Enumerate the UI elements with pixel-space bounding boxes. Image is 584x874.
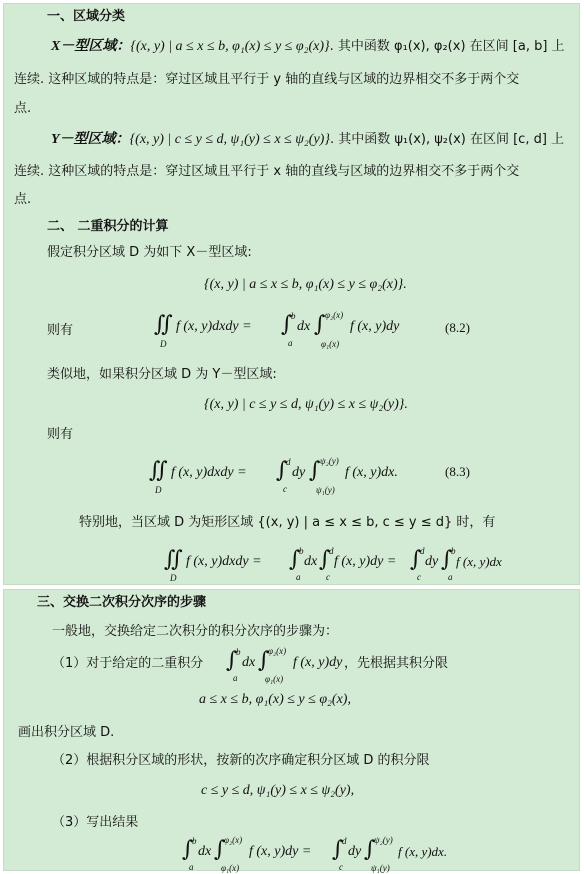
integral-sign: ∫: [226, 648, 238, 673]
step1-text: （1）对于给定的二重积分: [52, 656, 204, 671]
dx: dx: [198, 844, 212, 859]
limit-psi2: ψ₂(y): [374, 835, 393, 845]
then-label-1: 则有: [47, 323, 74, 338]
limit-d: d: [329, 546, 334, 556]
y-type-definition: [51, 131, 564, 149]
step1-integrand: f (x, y)dy: [293, 655, 343, 670]
eq3-b: f (x, y)dy =: [334, 554, 397, 569]
limit-b: b: [236, 647, 241, 657]
integral-sign-1: ∫: [289, 547, 301, 572]
x-type-set: {(x, y) | a ≤ x ≤ b, φ₁(x) ≤ y ≤ φ₂(x)}: [130, 39, 330, 54]
limit-phi1: φ₁(x): [221, 863, 240, 873]
integral-sign-1: ∫: [182, 837, 194, 862]
eq1-left: f (x, y)dxdy =: [176, 319, 252, 334]
step1-integral: [226, 645, 346, 685]
eq2-left: f (x, y)dxdy =: [171, 465, 247, 480]
integral-sign: ∫: [281, 312, 293, 337]
region-D: D: [160, 339, 167, 349]
equation-8-3: [149, 455, 439, 500]
then-label-2: 则有: [47, 427, 74, 442]
final-right: f (x, y)dx.: [398, 844, 448, 859]
y-type-line3: 点.: [14, 192, 32, 207]
lower-limit-a: a: [288, 338, 293, 348]
upper-limit-b: b: [291, 311, 296, 321]
integral-sign-2: ∫: [319, 547, 331, 572]
lower-limit-phi1: φ₁(x): [321, 339, 340, 349]
rectangle-equation: [164, 544, 502, 584]
section3-intro: 一般地，交换给定二次积分的积分次序的步骤为：: [52, 624, 339, 639]
final-left: f (x, y)dy =: [249, 844, 312, 859]
x-type-label: X－型区域：: [51, 39, 131, 54]
limit-a: a: [233, 673, 238, 683]
final-result-equation: [182, 834, 448, 873]
content-panel-2: [3, 589, 580, 871]
draw-region-text: 画出积分区域 D.: [18, 725, 115, 740]
section2-heading: 二、 二重积分的计算: [47, 219, 169, 234]
lower-limit-psi1: ψ₁(y): [316, 485, 335, 495]
dy: dy: [292, 465, 306, 480]
limit-c-2: c: [417, 572, 421, 582]
limit-phi1: φ₁(x): [265, 674, 284, 684]
y-type-label: Y－型区域：: [51, 132, 130, 147]
eq3-c: f (x, y)dx: [456, 554, 502, 569]
equation-8-2: [154, 309, 454, 354]
region-D: D: [170, 573, 177, 583]
double-integral-sign: ∬: [154, 312, 173, 337]
eq2-right: f (x, y)dx.: [345, 465, 398, 480]
upper-limit-phi2: φ₂(x): [325, 310, 344, 320]
limit-d-2: d: [420, 546, 425, 556]
integral-sign-2: ∫: [214, 837, 226, 862]
section2-p3: 特别地，当区域 D 为矩形区域 {(x, y) | a ≤ x ≤ b, c ≤ y ≤ d} 时，有: [79, 515, 496, 530]
section2-p2: 类似地，如果积分区域 D 为 Y－型区域:: [47, 367, 277, 382]
limit-phi2: φ₂(x): [268, 646, 287, 656]
eq3-a: f (x, y)dxdy =: [186, 554, 262, 569]
y-type-line2: 连续. 这种区域的特点是：穿过区域且平行于 x 轴的直线与区域的边界相交不多于两个交: [14, 164, 520, 179]
eq1-right: f (x, y)dy: [350, 319, 400, 334]
step3-text: （3）写出结果: [52, 815, 139, 830]
dx: dx: [297, 319, 311, 334]
y-type-tail: . 其中函数 ψ₁(x), ψ₂(x) 在区间 [c, d] 上: [329, 132, 565, 147]
limit-a: a: [296, 572, 301, 582]
content-panel-1: [3, 3, 580, 585]
eq-number-8-2: (8.2): [445, 320, 470, 335]
limit-b: b: [299, 546, 304, 556]
x-type-tail: . 其中函数 φ₁(x), φ₂(x) 在区间 [a, b] 上: [329, 39, 565, 54]
y-type-set: {(x, y) | c ≤ y ≤ d, ψ₁(y) ≤ x ≤ ψ₂(y)}: [129, 132, 330, 147]
double-integral-sign: ∬: [149, 458, 168, 483]
x-region-set: {(x, y) | a ≤ x ≤ b, φ₁(x) ≤ y ≤ φ₂(x)}.: [204, 277, 407, 292]
limit-d: d: [342, 836, 347, 846]
section2-p1: 假定积分区域 D 为如下 X－型区域:: [47, 245, 252, 260]
limit-c: c: [339, 862, 343, 872]
x-type-line3: 点.: [14, 101, 32, 116]
integral-sign-inner: ∫: [258, 648, 270, 673]
integral-sign: ∫: [276, 458, 288, 483]
limit-b: b: [192, 836, 197, 846]
upper-limit-psi2: ψ₂(y): [320, 456, 339, 466]
dx: dx: [304, 554, 318, 569]
x-type-definition: [51, 38, 565, 56]
integral-sign-4: ∫: [364, 837, 376, 862]
section1-heading: 一、区域分类: [47, 9, 126, 24]
integral-sign-3: ∫: [332, 837, 344, 862]
step2-text: （2）根据积分区域的形状，按新的次序确定积分区域 D 的积分限: [52, 753, 430, 768]
lower-limit-c: c: [283, 484, 287, 494]
limit-psi1: ψ₁(y): [371, 863, 390, 873]
integral-sign-inner: ∫: [309, 458, 321, 483]
y-region-set: {(x, y) | c ≤ y ≤ d, ψ₁(y) ≤ x ≤ ψ₂(y)}.: [204, 397, 408, 412]
limit-phi2: φ₂(x): [224, 835, 243, 845]
upper-limit-d: d: [286, 457, 291, 467]
dy: dy: [348, 844, 362, 859]
integral-sign-inner: ∫: [314, 312, 326, 337]
integral-sign-3: ∫: [410, 547, 422, 572]
limit-a: a: [189, 862, 194, 872]
eq-number-8-3: (8.3): [445, 464, 470, 479]
integral-sign-4: ∫: [441, 547, 453, 572]
limit-c: c: [326, 572, 330, 582]
limits-1: a ≤ x ≤ b, φ₁(x) ≤ y ≤ φ₂(x),: [199, 692, 351, 707]
limits-2: c ≤ y ≤ d, ψ₁(y) ≤ x ≤ ψ₂(y),: [201, 783, 355, 798]
limit-a-2: a: [448, 572, 453, 582]
section3-heading: 三、交换二次积分次序的步骤: [37, 595, 207, 610]
step1-tail: ，先根据其积分限: [344, 656, 449, 671]
x-type-line2: 连续. 这种区域的特点是：穿过区域且平行于 y 轴的直线与区域的边界相交不多于两个交: [14, 72, 520, 87]
dy: dy: [425, 554, 439, 569]
double-integral-sign: ∬: [164, 547, 183, 572]
limit-b-2: b: [451, 546, 456, 556]
dx: dx: [242, 655, 256, 670]
region-D: D: [155, 485, 162, 495]
